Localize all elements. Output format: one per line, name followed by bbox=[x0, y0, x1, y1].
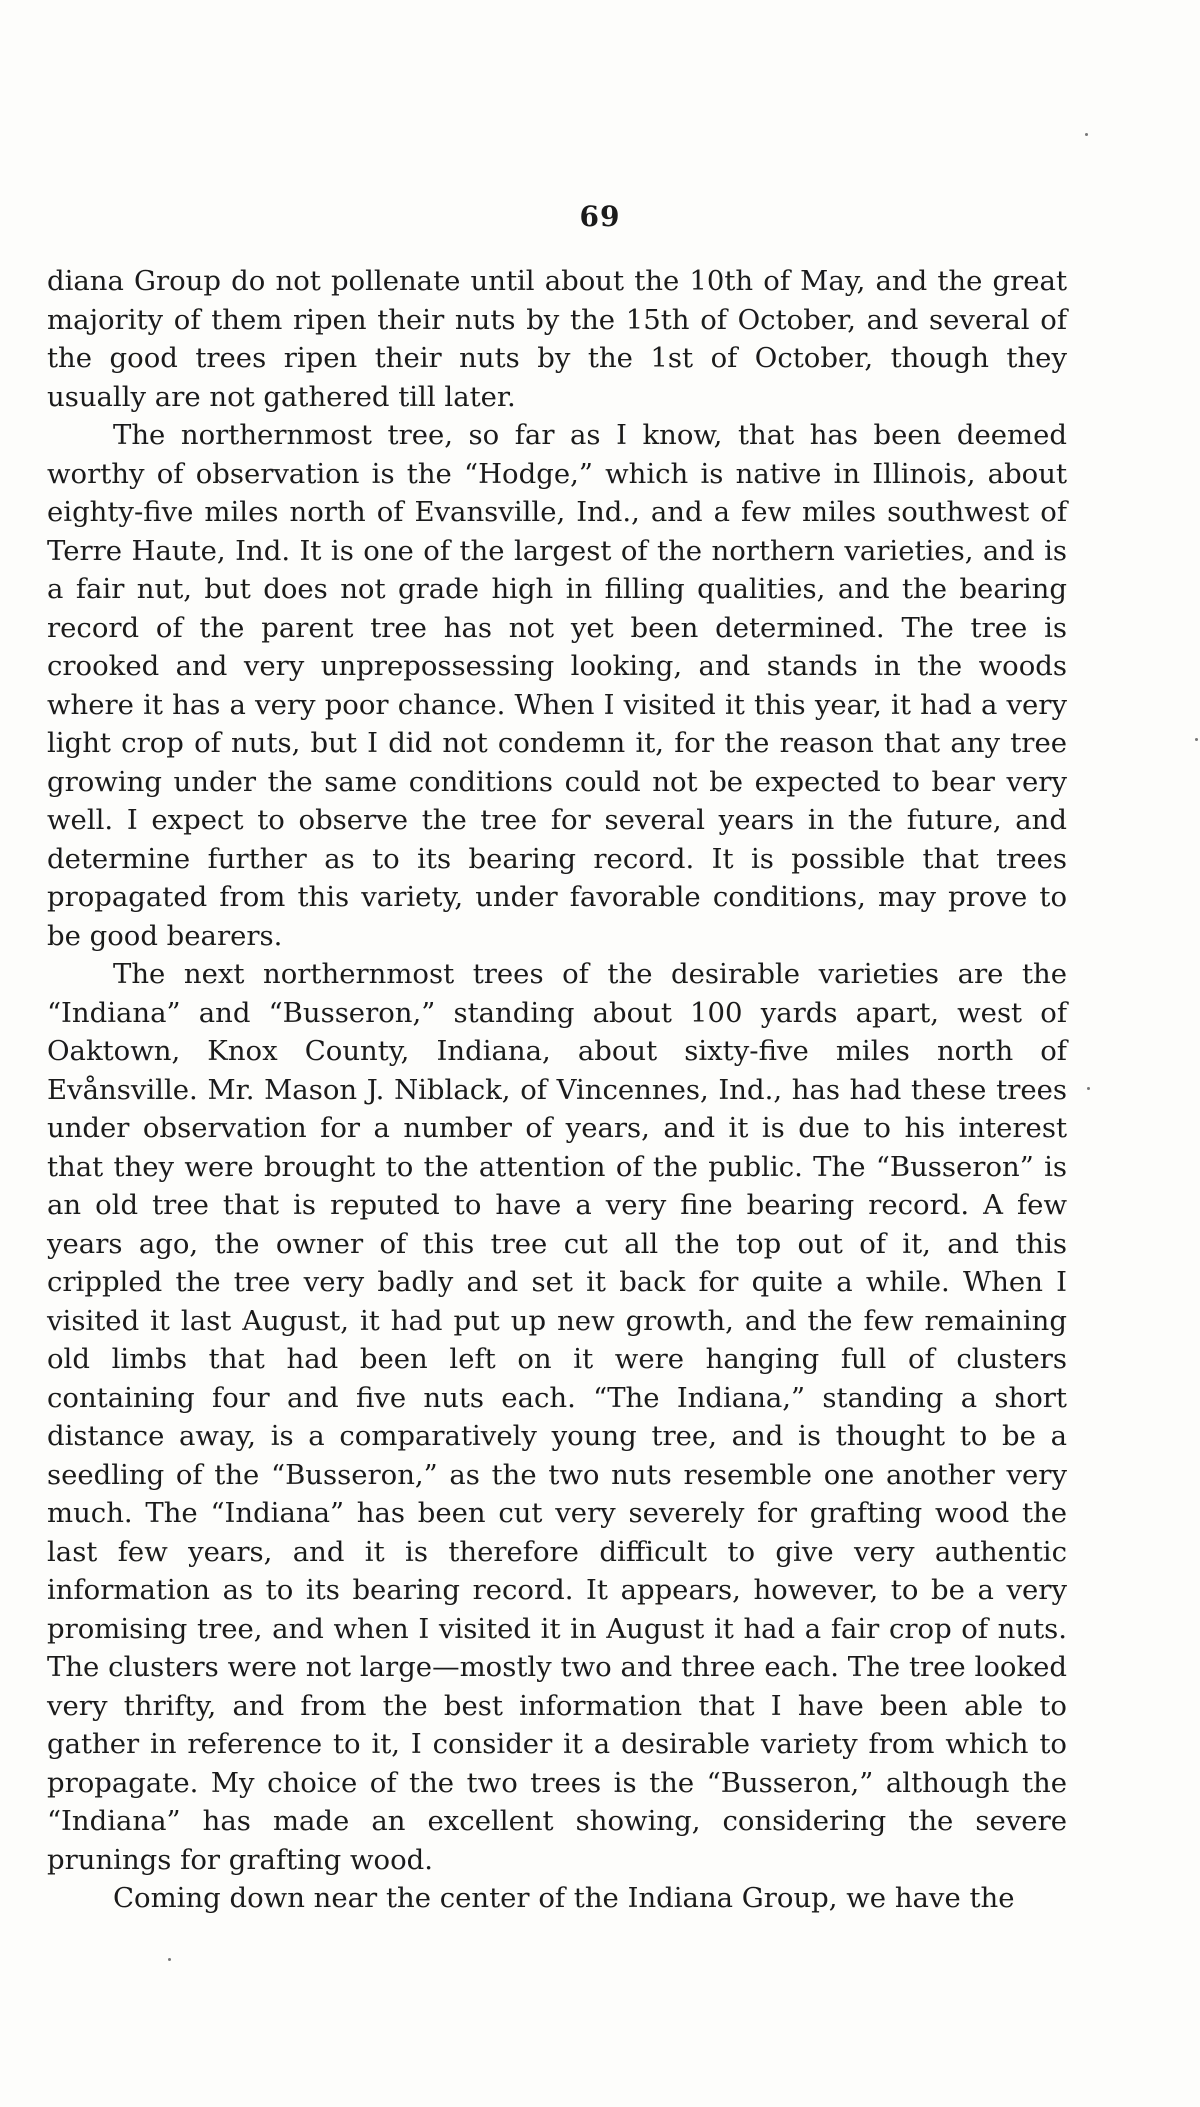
body-text bbox=[47, 262, 1067, 1918]
paragraph-indiana-busseron: The next northernmost trees of the desirable varieties are the “Indiana” and “Busseron,” standing about 100 yards apart, west of Oaktown, Knox County, Indiana, about sixty-five miles north of Evånsville. Mr. Mason J. Niblack, of Vincennes, Ind., has had these trees under observation for a number of years, and it is due to his interest that they were brought to the attention of the public. The “Busseron” is an old tree that is reputed to have a very fine bearing record. A few years ago, the owner of this tree cut all the top out of it, and this crippled the tree very badly and set it back for quite a while. When I visited it last August, it had put up new growth, and the few remaining old limbs that had been left on it were hanging full of clusters containing four and five nuts each. “The Indiana,” standing a short distance away, is a comparatively young tree, and is thought to be a seedling of the “Busseron,” as the two nuts resemble one another very much. The “Indiana” has been cut very severely for grafting wood the last few years, and it is therefore difficult to give very authentic information as to its bearing record. It appears, however, to be a very promising tree, and when I visited it in August it had a fair crop of nuts. The clusters were not large—mostly two and three each. The tree looked very thrifty, and from the best information that I have been able to gather in reference to it, I consider it a desirable variety from which to propagate. My choice of the two trees is the “Busseron,” although the “Indiana” has made an excellent showing, considering the severe prunings for grafting wood. bbox=[47, 958, 1067, 1876]
scan-speck bbox=[1085, 133, 1088, 136]
paragraph-indiana-group-center: Coming down near the center of the Indiana Group, we have the bbox=[113, 1882, 1015, 1914]
scan-speck bbox=[1195, 738, 1198, 741]
paragraph-hodge: The northernmost tree, so far as I know, that has been deemed worthy of observation is the “Hodge,” which is native in Illinois, about eighty-five miles north of Evansville, Ind., and a few miles southwest of Terre Haute, Ind. It is one of the largest of the northern varieties, and is a fair nut, but does not grade high in filling qualities, and the bearing record of the parent tree has not yet been determined. The tree is crooked and very unprepossessing looking, and stands in the woods where it has a very poor chance. When I visited it this year, it had a very light crop of nuts, but I did not condemn it, for the reason that any tree growing under the same conditions could not be expected to bear very well. I expect to observe the tree for several years in the future, and determine further as to its bearing record. It is possible that trees propagated from this variety, under favorable conditions, may prove to be good bearers. bbox=[47, 419, 1067, 952]
page-number: 69 bbox=[579, 200, 621, 233]
paragraph-continuation: diana Group do not pollenate until about the 10th of May, and the great majority of them ripen their nuts by the 15th of October, and several of the good trees ripen their nuts by the 1st of October, though they usually are not gathered till later. bbox=[47, 265, 1067, 413]
scan-speck bbox=[168, 1958, 171, 1961]
scan-speck bbox=[1087, 1087, 1090, 1090]
